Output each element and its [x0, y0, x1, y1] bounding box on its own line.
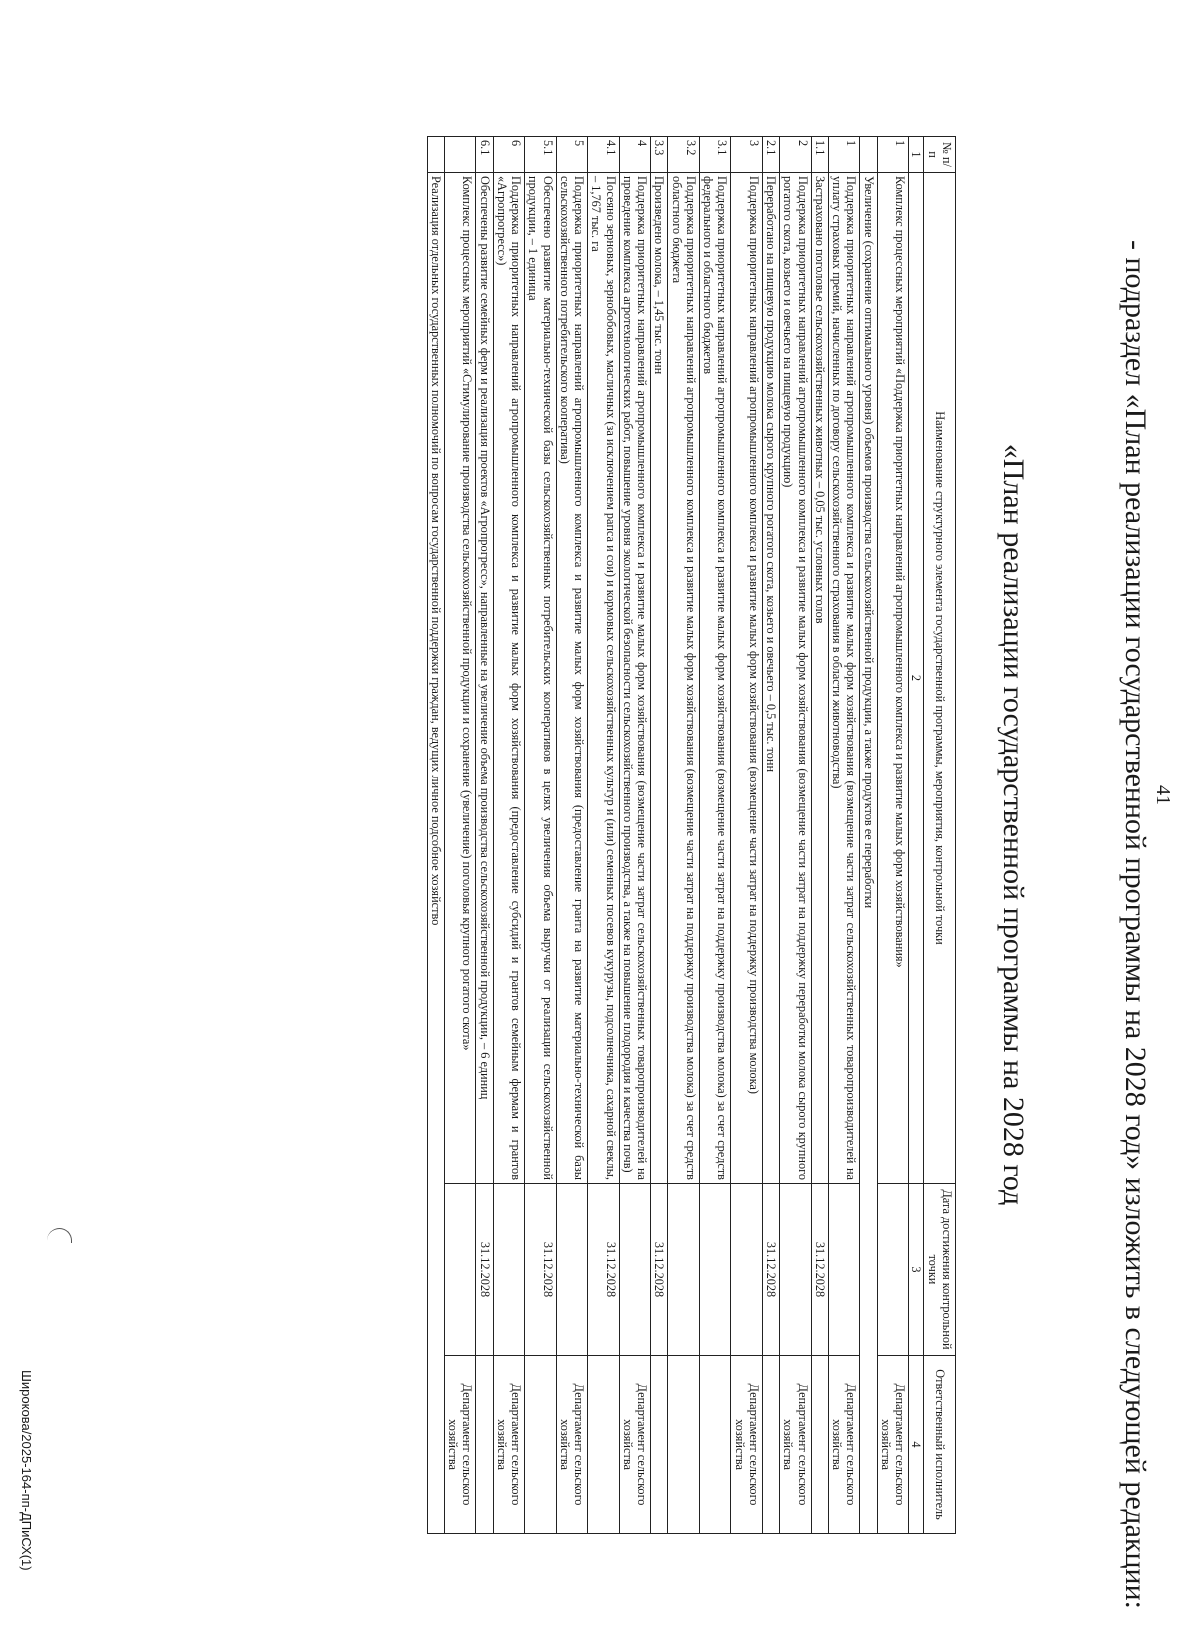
row-date: 31.12.2028 — [588, 1184, 620, 1356]
table-row — [445, 137, 477, 1534]
row-executor — [651, 1356, 668, 1534]
row-number: 1.1 — [811, 137, 828, 173]
row-name: Обеспечены развитие семейных ферм и реализация проектов «Агропрогресс», направленные на увеличение объема производства сельскохозяйственной продукции, – 6 единиц — [476, 173, 493, 1184]
row-executor: Департамент сельского хозяйства — [731, 1356, 763, 1534]
row-date — [493, 1184, 525, 1356]
col-number: 3 — [909, 1184, 924, 1356]
intro-heading: - подраздел «План реализации государственной программы на 2028 год» изложить в следующей редакции: — [1119, 240, 1152, 1609]
header-date: Дата достижения контрольной точки — [924, 1184, 956, 1356]
row-date — [556, 1184, 588, 1356]
row-executor: Департамент сельского хозяйства — [877, 1356, 909, 1534]
row-date: 31.12.2028 — [651, 1184, 668, 1356]
row-date — [829, 1184, 861, 1356]
row-number — [445, 137, 477, 173]
table-row — [588, 137, 620, 1534]
plan-table — [427, 136, 956, 1534]
row-date: 31.12.2028 — [811, 1184, 828, 1356]
row-number: 4.1 — [588, 137, 620, 173]
col-number: 1 — [909, 137, 924, 173]
row-executor: Департамент сельского хозяйства — [445, 1356, 477, 1534]
row-name: Переработано на пищевую продукцию молока сырого крупного рогатого скота, козьего и овечьего – 0,5 тыс. тонн — [763, 173, 780, 1184]
row-number: 3 — [731, 137, 763, 173]
row-name: Комплекс процессных мероприятий «Поддержка приоритетных направлений агропромышленного комплекса и развитие малых форм хозяйствования» — [877, 173, 909, 1184]
row-executor: Департамент сельского хозяйства — [829, 1356, 861, 1534]
row-executor — [811, 1356, 828, 1534]
row-executor — [525, 1356, 557, 1534]
table-row — [493, 137, 525, 1534]
column-number-row — [909, 137, 924, 1534]
row-number — [860, 137, 877, 173]
table-row — [556, 137, 588, 1534]
table-row — [427, 137, 444, 1534]
row-number: 5.1 — [525, 137, 557, 173]
row-number: 2.1 — [763, 137, 780, 173]
row-name: Поддержка приоритетных направлений агропромышленного комплекса и развитие малых форм хозяйствования (предоставление субсидий и грантов семейным фермам и грантов «Агропрогресс») — [493, 173, 525, 1184]
table-row — [763, 137, 780, 1534]
row-name: Поддержка приоритетных направлений агропромышленного комплекса и развитие малых форм хозяйствования (предоставление гранта на развитие материально-технической базы сельскохозяйственного потребительского кооператива) — [556, 173, 588, 1184]
row-number: 4 — [619, 137, 651, 173]
table-row — [525, 137, 557, 1534]
table-row — [619, 137, 651, 1534]
row-number: 5 — [556, 137, 588, 173]
row-name: Поддержка приоритетных направлений агропромышленного комплекса и развитие малых форм хозяйствования (возмещение части затрат на поддержку производства молока) за счет средств федерального и областного бюджетов — [700, 173, 732, 1184]
row-name: Обеспечено развитие материально-технической базы сельскохозяйственных потребительских кооперативов в целях увеличения объема выручки от реализации сельскохозяйственной продукции, – 1 единица — [525, 173, 557, 1184]
row-executor: Департамент сельского хозяйства — [556, 1356, 588, 1534]
table-row — [476, 137, 493, 1534]
row-executor — [763, 1356, 780, 1534]
row-name: Посеяно зерновых, зернобобовых, масличных (за исключением рапса и сои) и кормовых сельскохозяйственных культур и (или) семенных посевов кукурузы, подсолнечника, сахарной свеклы, – 1,767 тыс. га — [588, 173, 620, 1184]
table-row — [829, 137, 861, 1534]
page-number: 41 — [1152, 785, 1174, 805]
row-executor — [476, 1356, 493, 1534]
row-name: Увеличение (сохранение оптимального уровня) объемов производства сельскохозяйственной продукции, а также продуктов ее переработки — [860, 173, 877, 1534]
table-row — [860, 137, 877, 1534]
plan-title: «План реализации государственной программы на 2028 год — [997, 443, 1030, 1206]
table-body — [427, 137, 909, 1534]
table-row — [700, 137, 732, 1534]
row-date — [445, 1184, 477, 1356]
row-date: 31.12.2028 — [525, 1184, 557, 1356]
header-num: № п/п — [924, 137, 956, 173]
header-name: Наименование структурного элемента государственной программы, мероприятия, контрольной точки — [924, 173, 956, 1184]
row-date — [668, 1184, 700, 1356]
row-number: 3.3 — [651, 137, 668, 173]
header-exec: Ответственный исполнитель — [924, 1356, 956, 1534]
row-name: Поддержка приоритетных направлений агропромышленного комплекса и развитие малых форм хозяйствования (возмещение части затрат на поддержку производства молока) за счет средств областного бюджета — [668, 173, 700, 1184]
row-executor — [668, 1356, 700, 1534]
row-number: 2 — [780, 137, 812, 173]
row-number: 3.1 — [700, 137, 732, 173]
row-date — [619, 1184, 651, 1356]
pen-mark — [47, 1228, 72, 1243]
row-executor: Департамент сельского хозяйства — [780, 1356, 812, 1534]
row-number: 3.2 — [668, 137, 700, 173]
col-number: 2 — [909, 173, 924, 1184]
row-date: 31.12.2028 — [763, 1184, 780, 1356]
row-date — [700, 1184, 732, 1356]
row-name: Комплекс процессных мероприятий «Стимулирование производства сельскохозяйственной продукции и сохранение (увеличение) поголовья крупного рогатого скота» — [445, 173, 477, 1184]
table-row — [811, 137, 828, 1534]
row-number: 6 — [493, 137, 525, 173]
table-row — [651, 137, 668, 1534]
table-row — [780, 137, 812, 1534]
row-name: Поддержка приоритетных направлений агропромышленного комплекса и развитие малых форм хозяйствования (возмещение части затрат сельскохозяйственных товаропроизводителей на уплату страховых премий, начисленных по договору сельскохозяйственного страхования в области животноводства) — [829, 173, 861, 1184]
row-number — [427, 137, 444, 173]
row-executor: Департамент сельского хозяйства — [493, 1356, 525, 1534]
table-row — [668, 137, 700, 1534]
table-header-row — [924, 137, 956, 1534]
row-number: 6.1 — [476, 137, 493, 173]
col-number: 4 — [909, 1356, 924, 1534]
row-number: 1 — [877, 137, 909, 173]
row-date — [731, 1184, 763, 1356]
document-footer: Широкова/2025-164-пп-ДПиСХ(1) — [19, 1370, 34, 1571]
row-name: Застраховано поголовье сельскохозяйственных животных – 0,05 тыс. условных голов — [811, 173, 828, 1184]
row-name: Поддержка приоритетных направлений агропромышленного комплекса и развитие малых форм хозяйствования (возмещение части затрат на поддержку производства молока) — [731, 173, 763, 1184]
row-date — [877, 1184, 909, 1356]
row-executor — [588, 1356, 620, 1534]
row-executor — [700, 1356, 732, 1534]
row-date — [780, 1184, 812, 1356]
row-number: 1 — [829, 137, 861, 173]
table-row — [877, 137, 909, 1534]
row-name: Произведено молока, – 1,45 тыс. тонн — [651, 173, 668, 1184]
row-name: Поддержка приоритетных направлений агропромышленного комплекса и развитие малых форм хозяйствования (возмещение части затрат сельскохозяйственных товаропроизводителей на проведение комплекса агротехнологических работ, повышение уровня экологической безопасности сельскохозяйственного производства, а также на повышение плодородия и качества почв) — [619, 173, 651, 1184]
row-name: Поддержка приоритетных направлений агропромышленного комплекса и развитие малых форм хозяйствования (возмещение части затрат на поддержку переработки молока сырого крупного рогатого скота, козьего и овечьего на пищевую продукцию) — [780, 173, 812, 1184]
row-date: 31.12.2028 — [476, 1184, 493, 1356]
table-row — [731, 137, 763, 1534]
row-name: Реализация отдельных государственных полномочий по вопросам государственной поддержки граждан, ведущих личное подсобное хозяйство — [427, 173, 444, 1534]
row-executor: Департамент сельского хозяйства — [619, 1356, 651, 1534]
